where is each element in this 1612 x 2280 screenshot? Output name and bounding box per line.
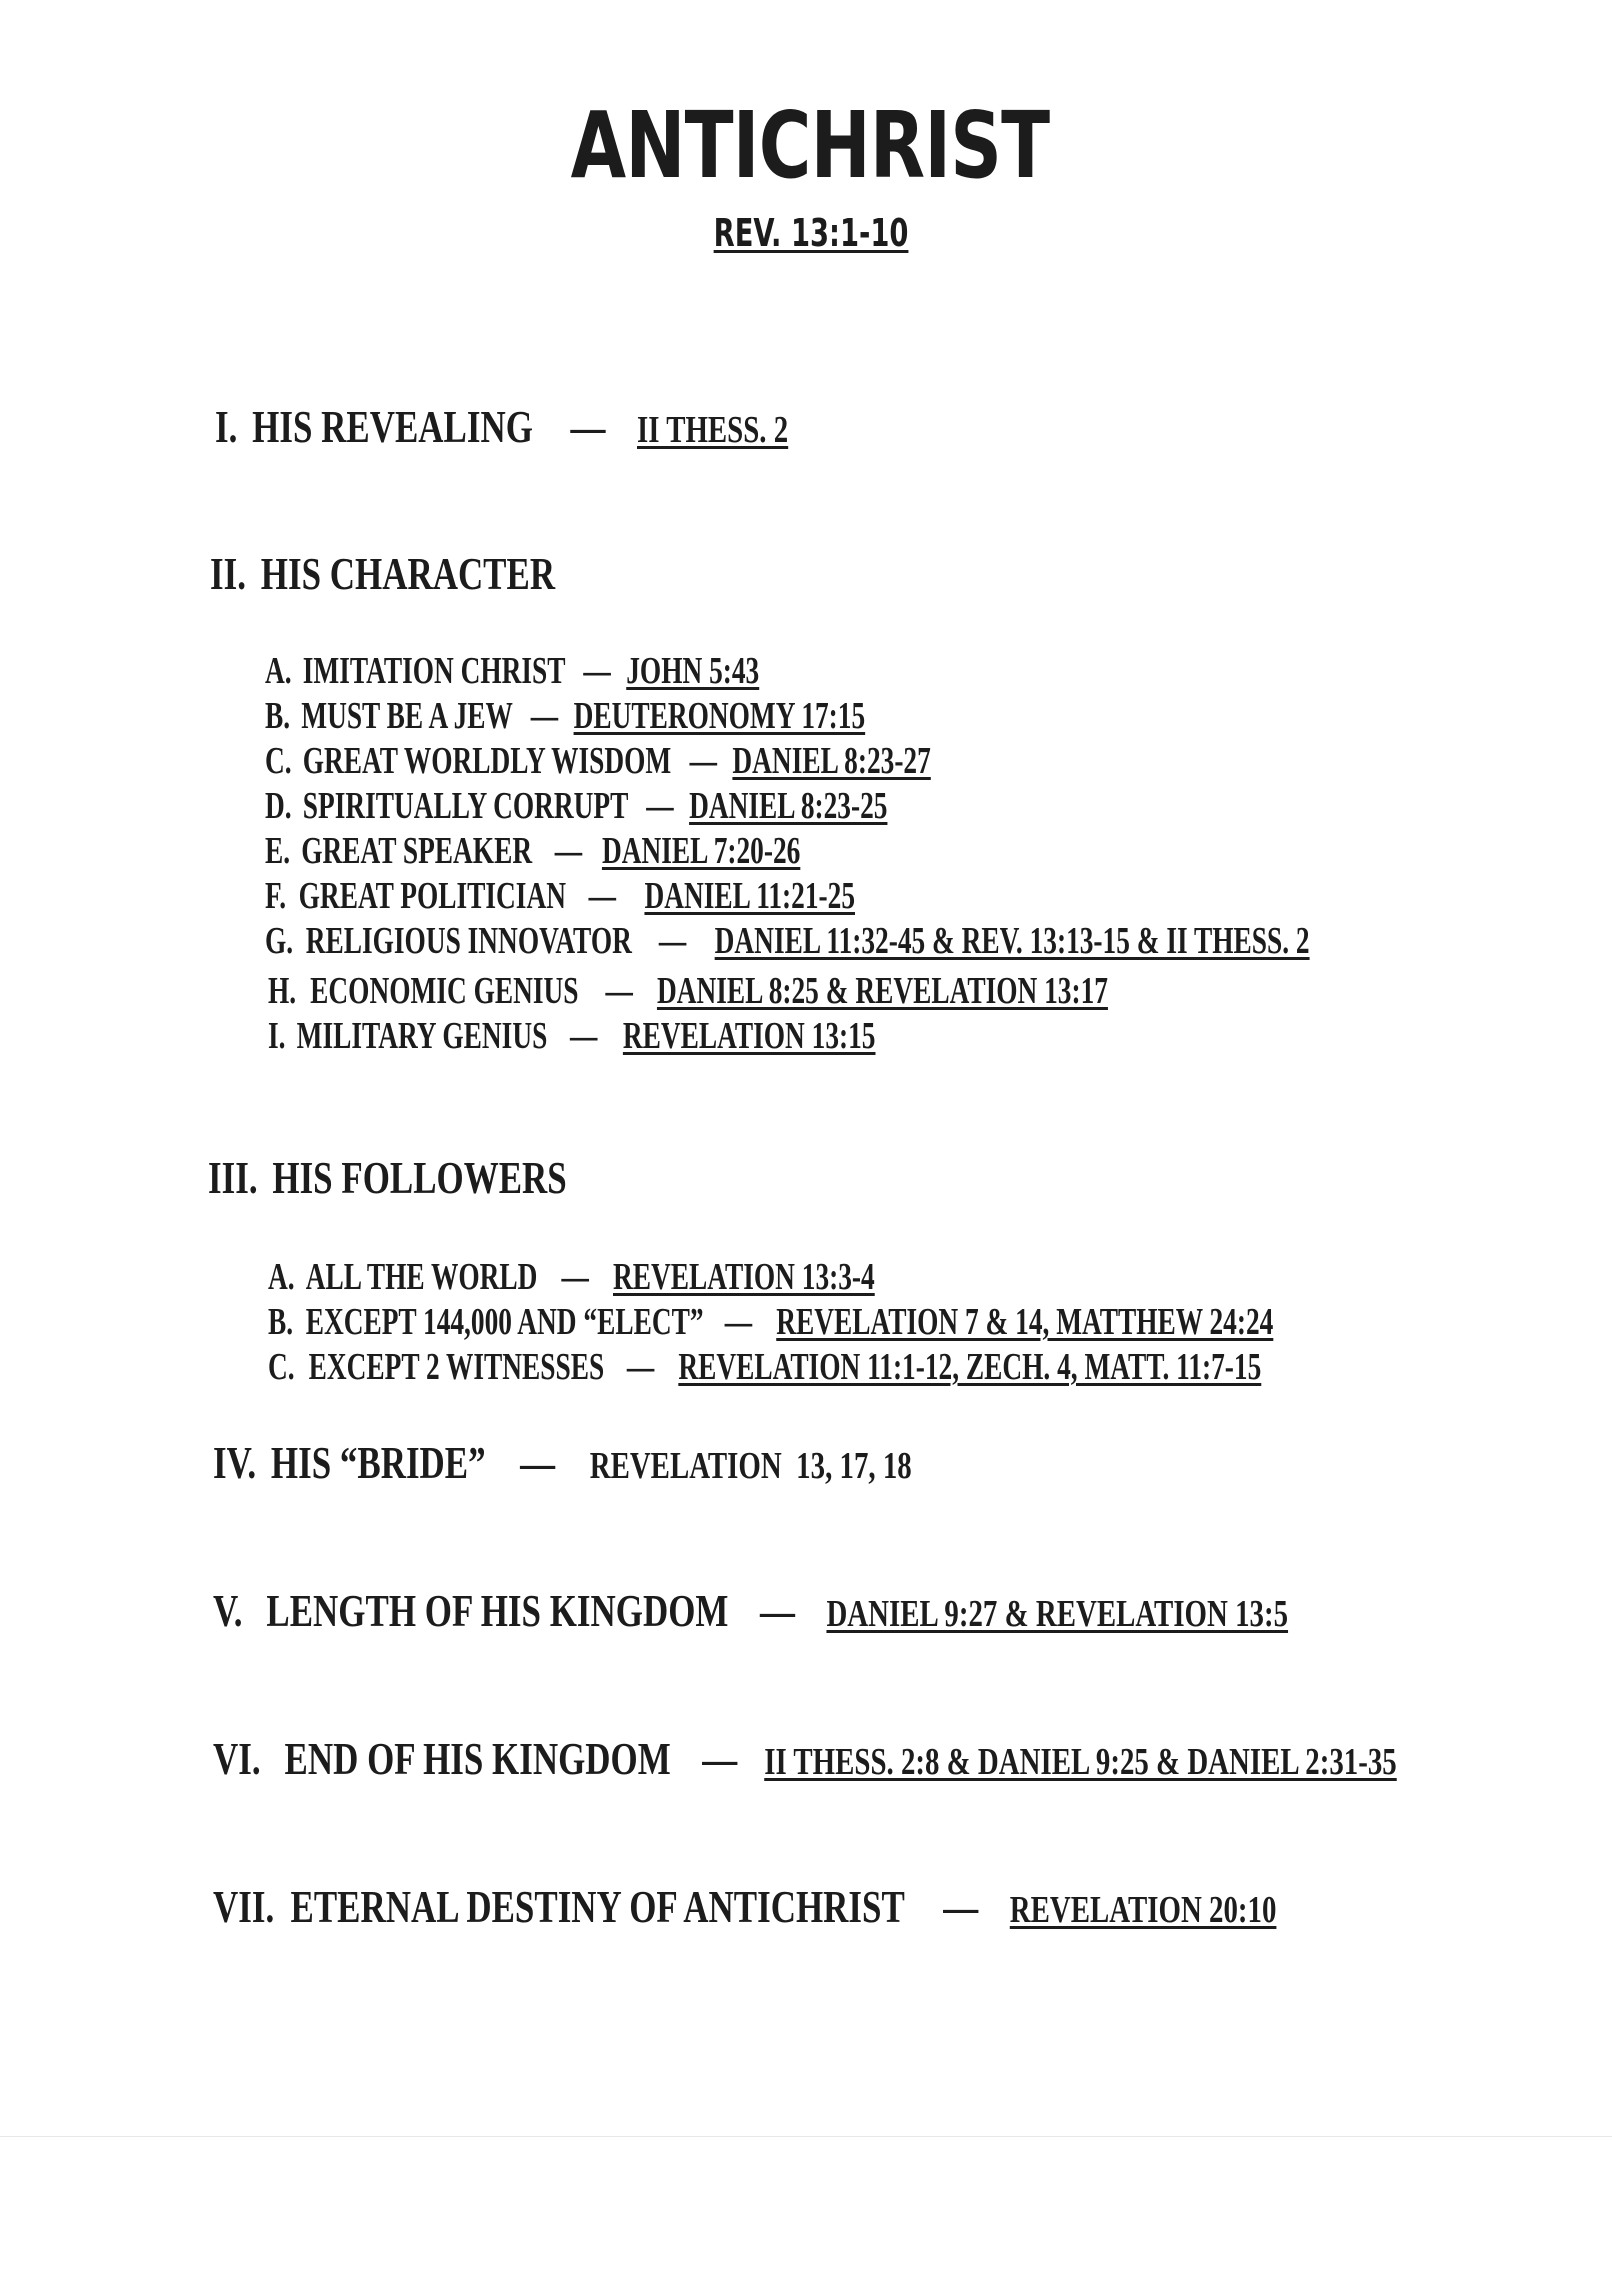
section-iii (208, 1152, 567, 1203)
dash: — (943, 1881, 979, 1932)
dash: — (702, 1733, 738, 1784)
scripture-reference: DANIEL 9:27 & REVELATION 13:5 (826, 1593, 1289, 1635)
scripture-reference: REVELATION 13:15 (622, 1015, 876, 1057)
section-numeral: IV. (213, 1437, 257, 1488)
section-vi (213, 1733, 1397, 1784)
section-v (213, 1585, 1289, 1636)
followers-item-b: B. EXCEPT 144,000 AND “ELECT” — REVELATION 7 & 14, MATTHEW 24:24 (268, 1301, 1274, 1343)
section-heading: HIS FOLLOWERS (272, 1152, 567, 1203)
section-heading: ETERNAL DESTINY OF ANTICHRIST (290, 1881, 905, 1932)
page-title: ANTICHRIST (570, 92, 1050, 199)
character-item-b: B. MUST BE A JEW — DEUTERONOMY 17:15 (265, 695, 866, 737)
character-item-d: D. SPIRITUALLY CORRUPT — DANIEL 8:23-25 (265, 785, 888, 827)
scripture-reference: DANIEL 8:23-25 (689, 785, 888, 827)
dash: — (570, 401, 606, 452)
page-subtitle-reference: REV. 13:1-10 (713, 211, 909, 255)
scripture-reference: REVELATION 13:3-4 (612, 1256, 875, 1298)
character-item-f: F. GREAT POLITICIAN — DANIEL 11:21-25 (265, 875, 855, 917)
section-heading: HIS “BRIDE” (270, 1437, 486, 1488)
scripture-reference: REVELATION 13, 17, 18 (589, 1445, 912, 1487)
character-item-g: G. RELIGIOUS INNOVATOR — DANIEL 11:32-45 & REV. 13:13-15 & II THESS. 2 (265, 920, 1310, 962)
scripture-reference: REVELATION 7 & 14, MATTHEW 24:24 (776, 1301, 1274, 1343)
section-numeral: III. (208, 1152, 258, 1203)
scripture-reference: JOHN 5:43 (626, 650, 760, 692)
scripture-reference: REVELATION 11:1-12, ZECH. 4, MATT. 11:7-15 (678, 1346, 1262, 1388)
character-item-i: I. MILITARY GENIUS — REVELATION 13:15 (268, 1015, 876, 1057)
scripture-reference: II THESS. 2 (637, 409, 789, 451)
followers-item-c: C. EXCEPT 2 WITNESSES — REVELATION 11:1-12, ZECH. 4, MATT. 11:7-15 (268, 1346, 1262, 1388)
section-ii (210, 548, 556, 599)
character-item-h: H. ECONOMIC GENIUS — DANIEL 8:25 & REVELATION 13:17 (268, 970, 1108, 1012)
section-heading: END OF HIS KINGDOM (284, 1733, 671, 1784)
section-vii (213, 1881, 1277, 1932)
scripture-reference: DANIEL 11:32-45 & REV. 13:13-15 & II THESS. 2 (714, 920, 1310, 962)
scripture-reference: DEUTERONOMY 17:15 (573, 695, 866, 737)
dash: — (520, 1437, 556, 1488)
section-numeral: VI. (213, 1733, 261, 1784)
scripture-reference: REVELATION 20:10 (1009, 1889, 1277, 1931)
scripture-reference: II THESS. 2:8 & DANIEL 9:25 & DANIEL 2:31-35 (764, 1741, 1397, 1783)
dash: — (759, 1585, 795, 1636)
section-heading: HIS REVEALING (252, 401, 533, 452)
scripture-reference: DANIEL 7:20-26 (601, 830, 801, 872)
scripture-reference: DANIEL 11:21-25 (644, 875, 855, 917)
scripture-reference: DANIEL 8:25 & REVELATION 13:17 (656, 970, 1108, 1012)
section-iv (213, 1437, 912, 1488)
section-numeral: VII. (213, 1881, 275, 1932)
section-numeral: I. (215, 401, 238, 452)
character-item-e: E. GREAT SPEAKER — DANIEL 7:20-26 (265, 830, 801, 872)
section-heading: HIS CHARACTER (260, 548, 556, 599)
section-heading: LENGTH OF HIS KINGDOM (266, 1585, 729, 1636)
section-numeral: V. (213, 1585, 243, 1636)
character-item-a: A. IMITATION CHRIST — JOHN 5:43 (265, 650, 760, 692)
scan-edge-line (0, 2136, 1612, 2137)
section-numeral: II. (210, 548, 246, 599)
scripture-reference: DANIEL 8:23-27 (732, 740, 931, 782)
character-item-c: C. GREAT WORLDLY WISDOM — DANIEL 8:23-27 (265, 740, 931, 782)
followers-item-a: A. ALL THE WORLD — REVELATION 13:3-4 (268, 1256, 875, 1298)
section-i (215, 401, 789, 452)
